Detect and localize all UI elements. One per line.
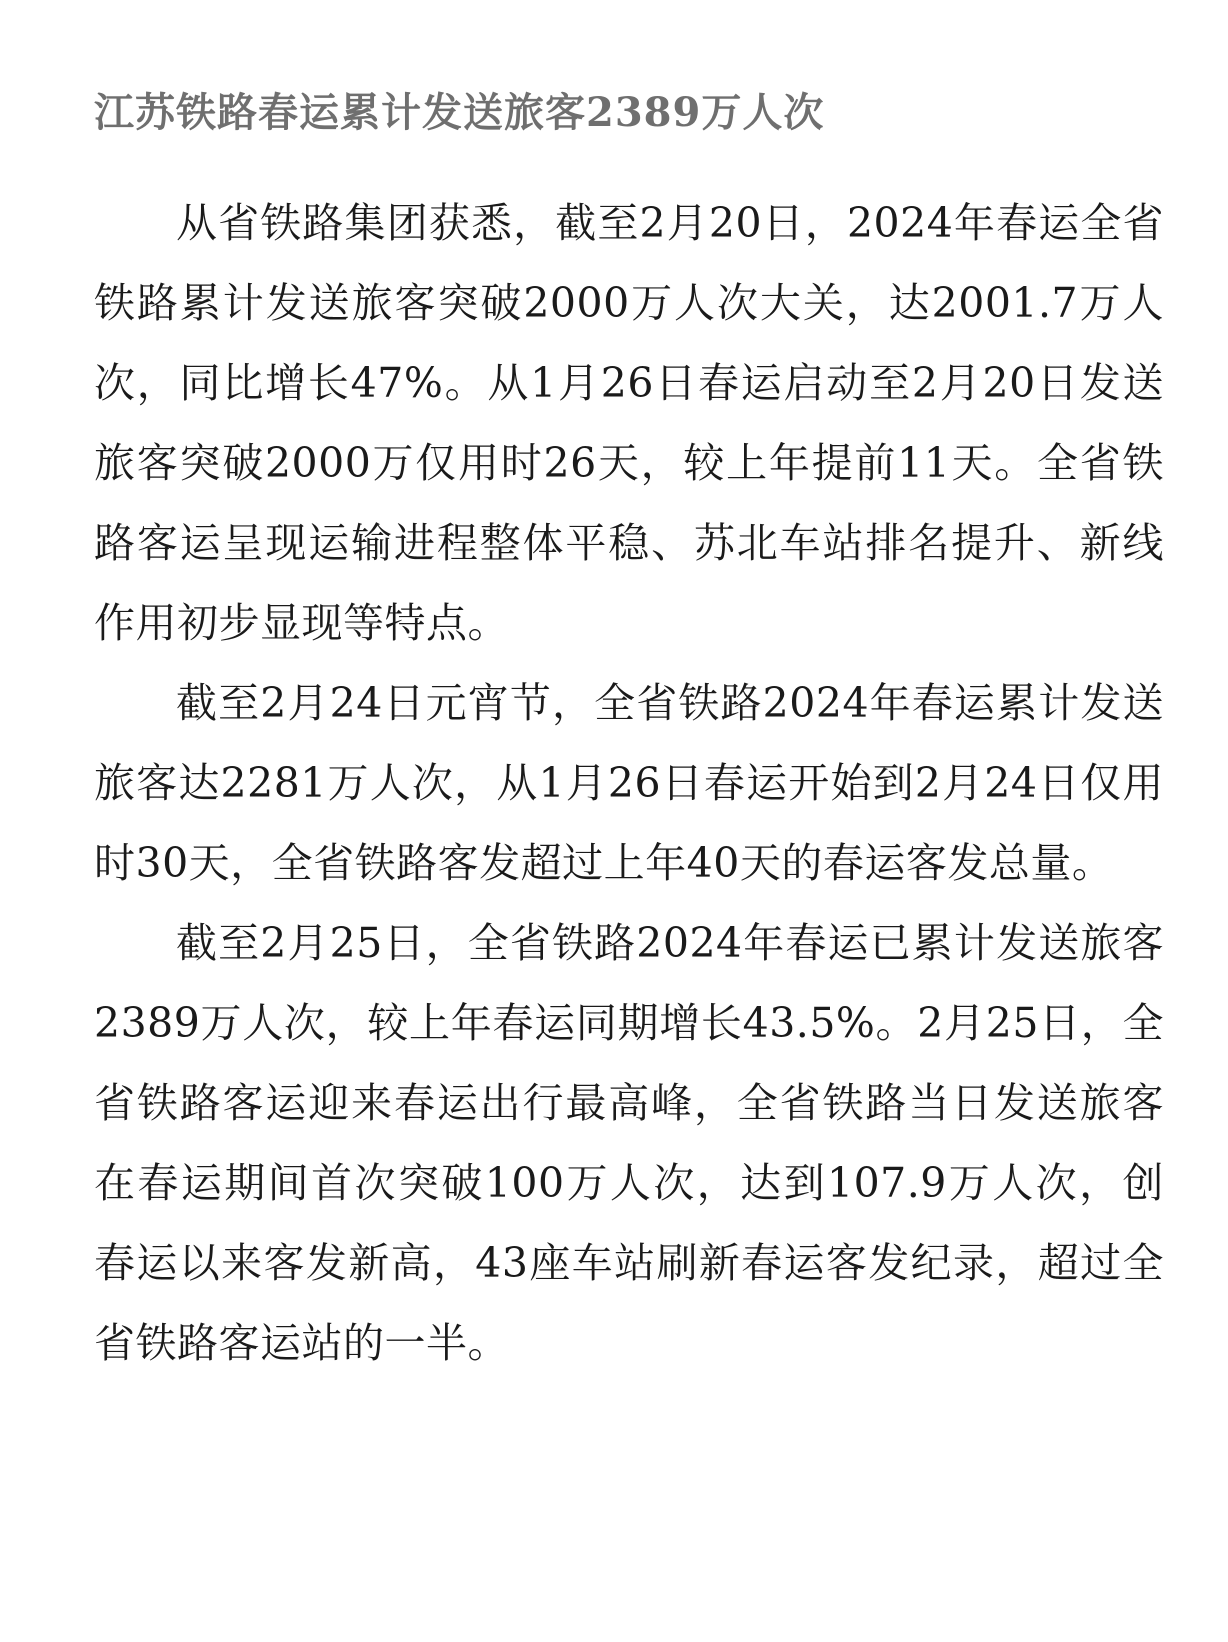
article-title: 江苏铁路春运累计发送旅客2389万人次 <box>94 89 825 136</box>
paragraph-3: 截至2月25日，全省铁路2024年春运已累计发送旅客2389万人次，较上年春运同期增长43.5%。2月25日，全省铁路客运迎来春运出行最高峰，全省铁路当日发送旅客在春运期间首次突破100万人次，达到107.9万人次，创春运以来客发新高，43座车站刷新春运客发纪录，超过全省铁路客运站的一半。 <box>94 919 1164 1367</box>
paragraph-2: 截至2月24日元宵节，全省铁路2024年春运累计发送旅客达2281万人次，从1月26日春运开始到2月24日仅用时30天，全省铁路客发超过上年40天的春运客发总量。 <box>94 679 1164 887</box>
article-body <box>94 183 1164 1383</box>
paragraph-1: 从省铁路集团获悉，截至2月20日，2024年春运全省铁路累计发送旅客突破2000万人次大关，达2001.7万人次，同比增长47%。从1月26日春运启动至2月20日发送旅客突破2000万仅用时26天，较上年提前11天。全省铁路客运呈现运输进程整体平稳、苏北车站排名提升、新线作用初步显现等特点。 <box>94 199 1164 647</box>
